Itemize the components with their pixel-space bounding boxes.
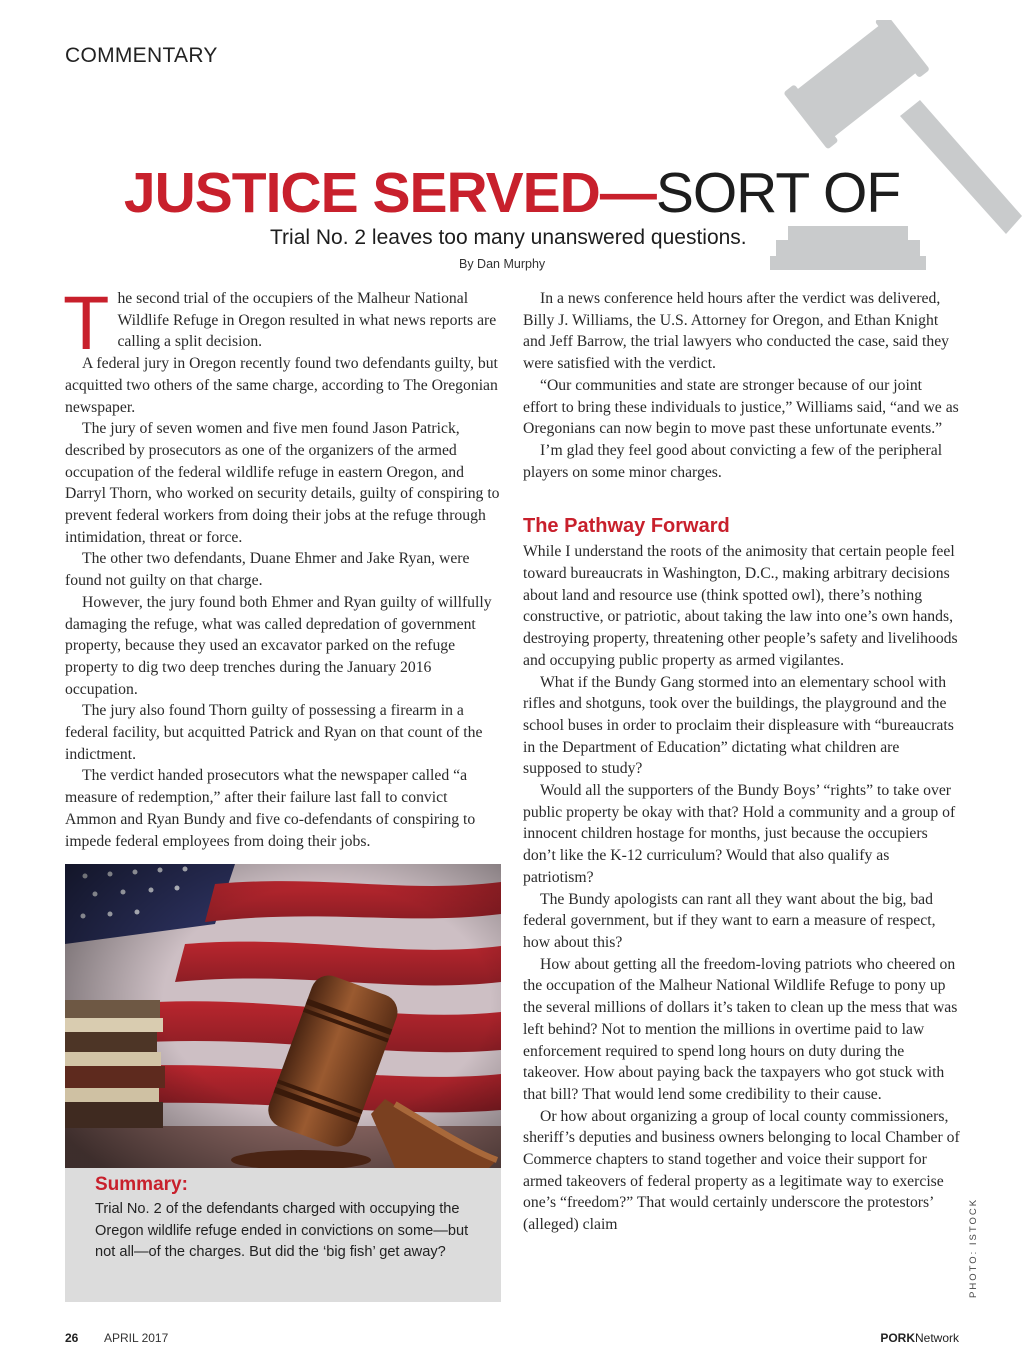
body-paragraph: In a news conference held hours after the verdict was delivered, Billy J. Williams, the U.S. Attorney for Oregon, and Ethan Knight and Jeff Barrow, the trial lawyers who conducted the case, said they were satisfied with the verdict. bbox=[523, 290, 950, 373]
body-paragraph: Or how about organizing a group of local county commissioners, sheriff’s deputies and business owners belonging to local Chamber of Commerce chapters to stand together and voice their support for armed takeovers of federal property as a legitimate way to exercise one’s “freedom?” That would certainly underscore the protestors’ (alleged) claim bbox=[523, 1107, 960, 1234]
deck: Trial No. 2 leaves too many unanswered questions. bbox=[270, 226, 747, 249]
body-paragraph: I’m glad they feel good about convicting a few of the peripheral players on some minor charges. bbox=[523, 441, 943, 481]
headline-red: JUSTICE SERVED— bbox=[123, 161, 656, 225]
body-paragraph: The jury also found Thorn guilty of possessing a firearm in a federal facility, but acquitted Patrick and Ryan on that count of the indictment. bbox=[65, 702, 483, 763]
photo-illustration bbox=[65, 864, 501, 1168]
body-paragraph: How about getting all the freedom-loving patriots who cheered on the occupation of the Malheur National Wildlife Refuge to pony up the several millions of dollars it’s taken to clean up the mess that was left behind? Not to mention the millions in overtime paid to law enforcement required to spend long hours on duty during the takeover. How about paying back the taxpayers who got stuck with that bill? That would lend some credibility to their cause. bbox=[523, 955, 958, 1103]
body-paragraph: A federal jury in Oregon recently found two defendants guilty, but acquitted two others of the same charge, according to The Oregonian newspaper. bbox=[65, 355, 498, 416]
body-paragraph: “Our communities and state are stronger because of our joint effort to bring these individuals to justice,” Williams said, “and we as Oregonians can now begin to move past these unfortunate events.” bbox=[523, 376, 959, 438]
first-paragraph bbox=[63, 281, 501, 366]
headline-dark: SORT OF bbox=[655, 161, 901, 225]
body-paragraph: The verdict handed prosecutors what the newspaper called “a measure of redemption,” after their failure last fall to convict Ammon and Ryan Bundy and five co-defendants of conspiring to impede federal employees from doing their jobs. bbox=[65, 767, 476, 850]
left-column bbox=[63, 281, 501, 852]
body-paragraph: While I understand the roots of the animosity that certain people feel toward bureaucrats in Washington, D.C., making arbitrary decisions about land and resource use (think spotted owl), there’s nothing constructive, or patriotic, about taking the law into one’s own hands, destroying property, threatening other people’s safety and livelihoods and occupying public property as armed vigilantes. bbox=[523, 543, 958, 669]
body-paragraph: The jury of seven women and five men found Jason Patrick, described by prosecutors as one of the organizers of the armed occupation of the federal wildlife refuge in eastern Oregon, and Darryl Thorn, who worked on security details, guilty of conspiring to prevent federal workers from doing their jobs at the refuge through intimidation, threat or force. bbox=[65, 420, 500, 546]
summary-title: Summary: bbox=[95, 1174, 188, 1195]
subhead: The Pathway Forward bbox=[523, 515, 730, 538]
right-column bbox=[523, 288, 960, 1236]
section-label: COMMENTARY bbox=[65, 44, 218, 67]
gavel-icon bbox=[770, 20, 1024, 270]
body-paragraph: The Bundy apologists can rant all they want about the big, bad federal government, but if they want to earn a measure of respect, how about this? bbox=[523, 890, 936, 951]
byline: By Dan Murphy bbox=[459, 257, 546, 271]
publication-brand bbox=[880, 1331, 959, 1345]
headline bbox=[0, 160, 1024, 226]
summary-text: Trial No. 2 of the defendants charged with occupying the Oregon wildlife refuge ended in convictions on some—but not all—of the charges. But did the ‘big fish’ get away? bbox=[95, 1201, 469, 1260]
drop-cap: T bbox=[63, 281, 110, 366]
body-paragraph: Would all the supporters of the Bundy Boys’ “rights” to take over public property be okay with that? Hold a community and a group of innocent children hostage for months, just because the occupiers don’t like the K-12 curriculum? Would that also qualify as patriotism? bbox=[523, 782, 956, 886]
gavel-flag-photo bbox=[65, 864, 501, 1168]
body-paragraph: The other two defendants, Duane Ehmer and Jake Ryan, were found not guilty on that charge. bbox=[65, 550, 470, 590]
brand-bold: PORK bbox=[880, 1331, 915, 1345]
brand-rest: Network bbox=[914, 1331, 959, 1345]
body-paragraph: What if the Bundy Gang stormed into an elementary school with rifles and shotguns, took over the buildings, the playground and the school buses in order to proclaim their displeasure with “bureaucrats in the Department of Education” dictating what children are supposed to study? bbox=[523, 673, 954, 778]
summary-box bbox=[65, 1168, 501, 1302]
page-number: 26 bbox=[65, 1331, 79, 1345]
body-paragraph: However, the jury found both Ehmer and Ryan guilty of willfully damaging the refuge, what was called depredation of government property, because they used an excavator parked on the refuge property to dig two deep trenches during the January 2016 occupation. bbox=[65, 593, 492, 698]
photo-credit: PHOTO: ISTOCK bbox=[968, 1197, 979, 1298]
issue-date: APRIL 2017 bbox=[104, 1331, 169, 1345]
first-paragraph-text: he second trial of the occupiers of the Malheur National Wildlife Refuge in Oregon resulted in what news reports are calling a split decision. bbox=[117, 290, 497, 351]
